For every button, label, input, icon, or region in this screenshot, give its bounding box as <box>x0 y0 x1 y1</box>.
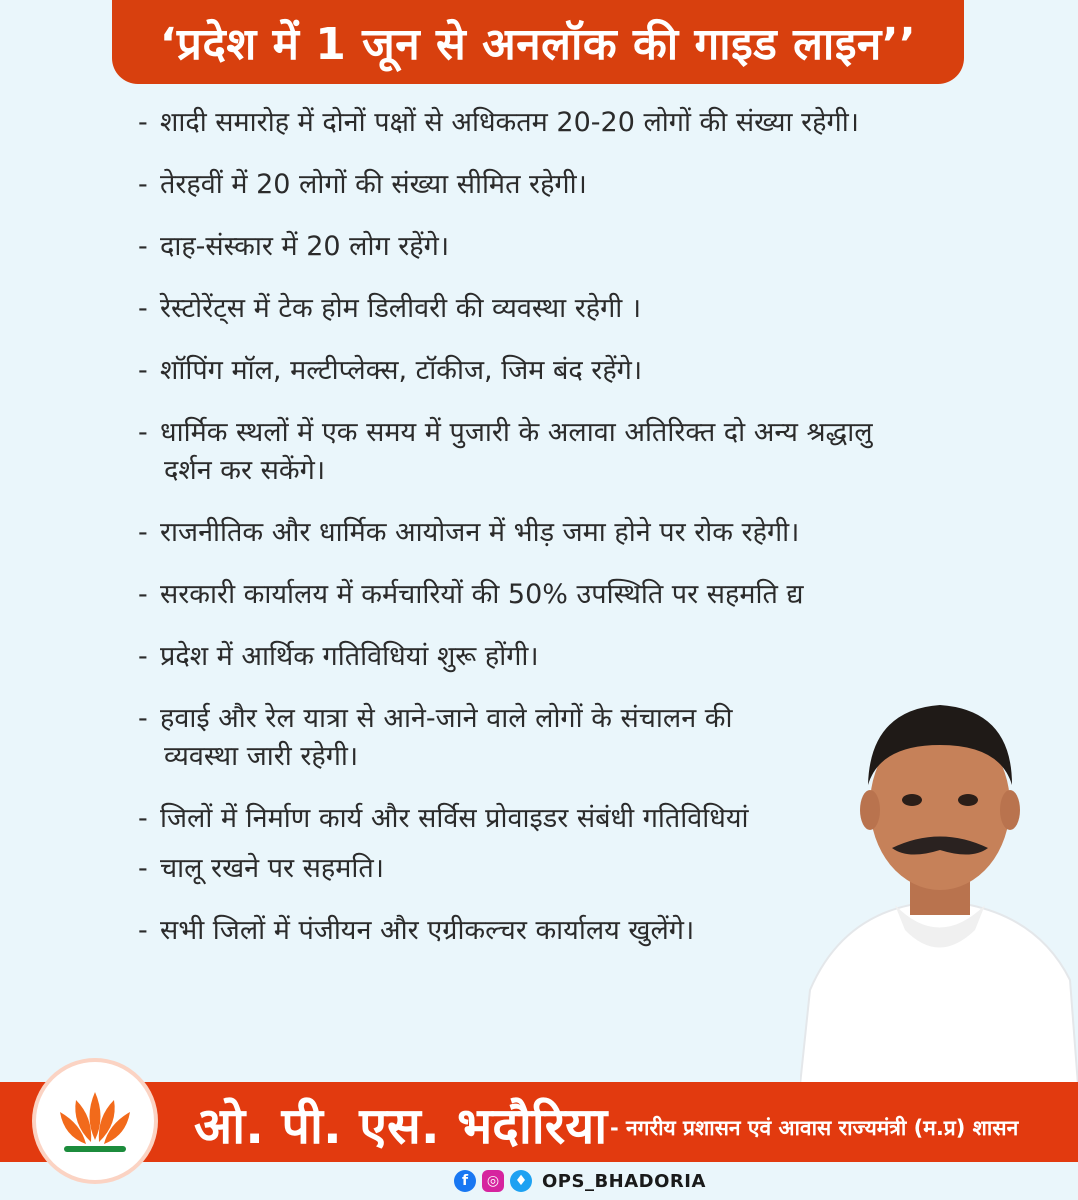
guideline-item: - सभी जिलों में पंजीयन और एग्रीकल्चर कार्यालय खुलेंगे। <box>138 915 695 946</box>
guideline-item: - दाह-संस्कार में 20 लोग रहेंगे। <box>138 231 450 262</box>
twitter-icon[interactable]: ♦ <box>510 1170 532 1192</box>
guideline-item: - राजनीतिक और धार्मिक आयोजन में भीड़ जमा होने पर रोक रहेगी। <box>138 517 800 548</box>
social-handles <box>454 1168 706 1194</box>
leader-name: ओ. पी. एस. भदौरिया <box>194 1097 608 1155</box>
instagram-icon[interactable]: ◎ <box>482 1170 504 1192</box>
party-logo <box>36 1062 154 1180</box>
guideline-item: - तेरहवीं में 20 लोगों की संख्या सीमित रहेगी। <box>138 169 587 200</box>
guideline-item: - शादी समारोह में दोनों पक्षों से अधिकतम 20-20 लोगों की संख्या रहेगी। <box>138 107 859 138</box>
guideline-item: - धार्मिक स्थलों में एक समय में पुजारी के अलावा अतिरिक्त दो अन्य श्रद्धालु दर्शन कर सकेंगे। <box>138 417 873 486</box>
guideline-item: - प्रदेश में आर्थिक गतिविधियां शुरू होंगी। <box>138 641 539 672</box>
social-handle[interactable]: OPS_BHADORIA <box>542 1170 706 1192</box>
headline-banner <box>112 0 964 84</box>
leader-designation: - नगरीय प्रशासन एवं आवास राज्यमंत्री (म.प्र) शासन <box>610 1116 1019 1140</box>
guideline-item: - रेस्टोरेंट्स में टेक होम डिलीवरी की व्यवस्था रहेगी । <box>138 293 642 324</box>
headline-text: ‘प्रदेश में 1 जून से अनलॉक की गाइड लाइन’’ <box>159 19 917 70</box>
leader-portrait <box>800 690 1078 1085</box>
lotus-icon <box>36 1062 154 1180</box>
guideline-item: - जिलों में निर्माण कार्य और सर्विस प्रोवाइडर संबंधी गतिविधियां <box>138 803 749 834</box>
facebook-icon[interactable]: f <box>454 1170 476 1192</box>
guideline-item: - हवाई और रेल यात्रा से आने-जाने वाले लोगों के संचालन की व्यवस्था जारी रहेगी। <box>138 703 733 772</box>
guideline-item: - चालू रखने पर सहमति। <box>138 853 385 884</box>
guideline-item: - शॉपिंग मॉल, मल्टीप्लेक्स, टॉकीज, जिम बंद रहेंगे। <box>138 355 643 386</box>
guideline-item: - सरकारी कार्यालय में कर्मचारियों की 50% उपस्थिति पर सहमति द्य <box>138 579 804 610</box>
